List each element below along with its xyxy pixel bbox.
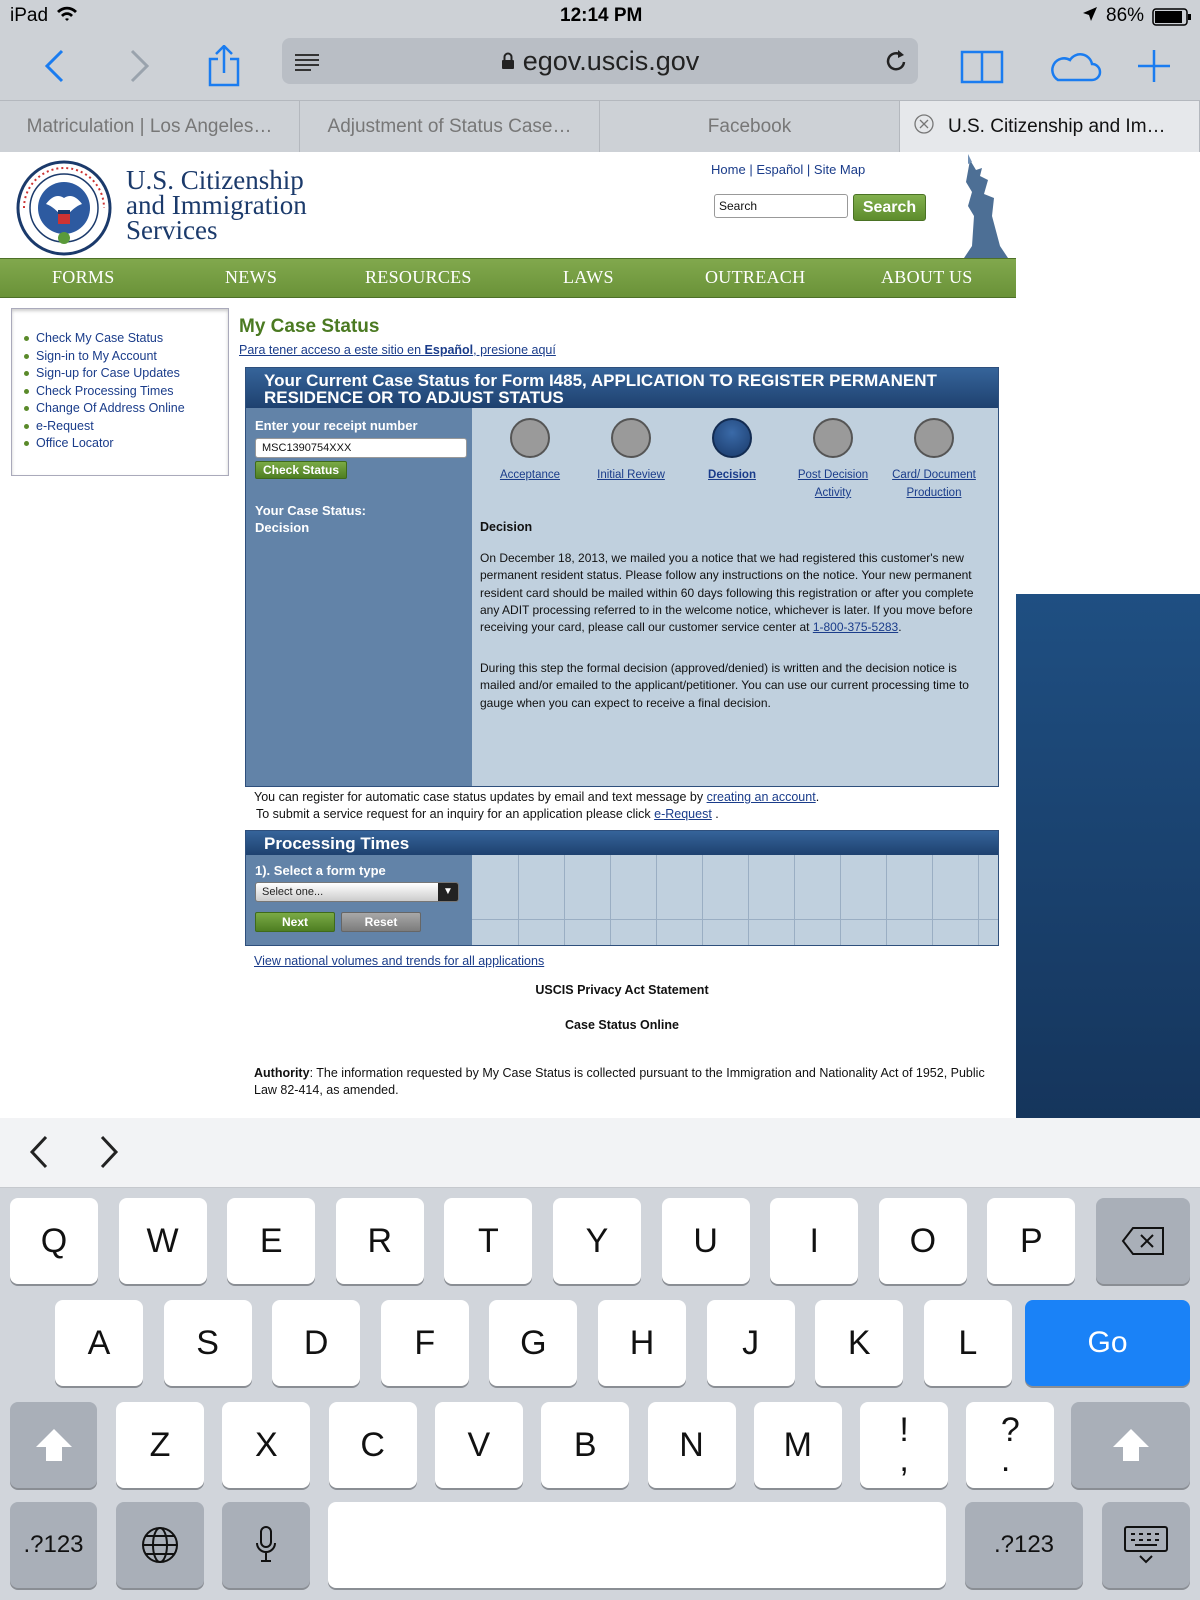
cloud-icon xyxy=(1046,50,1102,82)
nav-forms[interactable]: FORMS xyxy=(52,267,115,287)
key-w[interactable]: W xyxy=(119,1198,207,1284)
key-f[interactable]: F xyxy=(381,1300,469,1386)
key-c[interactable]: C xyxy=(329,1402,417,1488)
safari-toolbar xyxy=(0,32,1200,100)
step-decision[interactable]: Decision xyxy=(682,418,782,484)
dropdown-arrow-icon: ▼ xyxy=(438,883,458,901)
location-arrow-icon xyxy=(1082,6,1098,28)
hide-keyboard-key[interactable] xyxy=(1102,1502,1190,1588)
battery-percent: 86% xyxy=(1106,5,1145,26)
back-button[interactable] xyxy=(26,38,82,94)
site-map-link[interactable]: Site Map xyxy=(813,162,866,177)
agency-name-line1: U.S. Citizenship xyxy=(126,165,304,195)
case-detail-column xyxy=(472,408,998,786)
numbers-key-right[interactable]: .?123 xyxy=(965,1502,1083,1588)
processing-form-column xyxy=(246,855,472,945)
new-tab-button[interactable] xyxy=(1126,38,1182,94)
key-k[interactable]: K xyxy=(815,1300,903,1386)
e-request-link[interactable]: e-Request xyxy=(654,807,712,821)
dhs-seal-logo[interactable] xyxy=(16,160,112,256)
step-acceptance[interactable]: Acceptance xyxy=(480,418,580,484)
espanol-link[interactable]: Español xyxy=(756,162,804,177)
nav-outreach[interactable]: OUTREACH xyxy=(705,267,806,287)
globe-key[interactable] xyxy=(116,1502,204,1588)
receipt-label: Enter your receipt number xyxy=(255,418,418,433)
case-status-value: Decision xyxy=(255,520,310,535)
key-z[interactable]: Z xyxy=(116,1402,204,1488)
microphone-icon xyxy=(254,1525,278,1565)
site-search-input[interactable]: Search xyxy=(714,194,848,218)
home-link[interactable]: Home xyxy=(711,162,746,177)
key-q[interactable]: Q xyxy=(10,1198,98,1284)
clock: 12:14 PM xyxy=(560,5,643,26)
case-lookup-column xyxy=(246,408,472,786)
web-page xyxy=(0,152,1200,1118)
key-x[interactable]: X xyxy=(222,1402,310,1488)
form-type-label: 1). Select a form type xyxy=(255,863,386,878)
plus-icon xyxy=(1136,48,1172,84)
key-h[interactable]: H xyxy=(598,1300,686,1386)
step-indicator-icon xyxy=(914,418,954,458)
share-icon xyxy=(207,45,241,87)
address-bar[interactable] xyxy=(282,38,918,84)
chevron-right-icon xyxy=(96,1134,122,1170)
space-key[interactable] xyxy=(328,1502,946,1588)
key-u[interactable]: U xyxy=(662,1198,750,1284)
page-background-panel xyxy=(1016,594,1200,1118)
site-header xyxy=(0,152,1016,258)
chevron-right-icon xyxy=(128,48,152,84)
processing-times-panel xyxy=(245,830,999,946)
globe-icon xyxy=(141,1526,179,1564)
key-t[interactable]: T xyxy=(444,1198,532,1284)
sidebar-item-office-locator[interactable]: Office Locator xyxy=(12,436,228,454)
tab-bar xyxy=(0,100,1200,152)
create-account-link[interactable]: creating an account xyxy=(706,790,816,804)
step-initial-review[interactable]: Initial Review xyxy=(581,418,681,484)
step-indicator-icon xyxy=(611,418,651,458)
register-updates-text: You can register for automatic case status updates by email and text message by creating an account. xyxy=(254,790,820,804)
tab-matriculation[interactable]: Matriculation | Los Angeles… xyxy=(0,101,300,152)
sidebar-item-change-address[interactable]: Change Of Address Online xyxy=(12,401,228,419)
key-i[interactable]: I xyxy=(770,1198,858,1284)
next-field-button[interactable] xyxy=(96,1134,122,1175)
key-e[interactable]: E xyxy=(227,1198,315,1284)
key-question-period[interactable]: ? . xyxy=(966,1402,1054,1488)
icloud-tabs-button[interactable] xyxy=(1042,38,1106,94)
shift-key-right[interactable] xyxy=(1071,1402,1190,1488)
shift-icon xyxy=(34,1427,74,1463)
chevron-left-icon xyxy=(42,48,66,84)
numbers-key-left[interactable]: .?123 xyxy=(10,1502,97,1588)
previous-field-button[interactable] xyxy=(26,1134,52,1175)
nav-resources[interactable]: RESOURCES xyxy=(365,267,472,287)
check-status-button[interactable]: Check Status xyxy=(255,461,347,479)
sidebar-item-e-request[interactable]: e-Request xyxy=(12,419,228,437)
key-s[interactable]: S xyxy=(164,1300,252,1386)
wifi-icon xyxy=(56,5,78,29)
close-tab-icon[interactable] xyxy=(914,114,934,140)
case-status-online-title: Case Status Online xyxy=(565,1018,679,1032)
tab-uscis-label: U.S. Citizenship and Im… xyxy=(948,115,1166,137)
step-indicator-icon xyxy=(813,418,853,458)
status-bar xyxy=(0,0,1200,32)
service-request-text: To submit a service request for an inquiry for an application please click e-Request . xyxy=(256,807,719,821)
next-button[interactable]: Next xyxy=(255,912,335,932)
decision-notice-text: On December 18, 2013, we mailed you a notice that we had registered this customer's new permanent resident status. Please follow any instructions on the notice. Your new permanent resident card should be mailed within 60 days following this registration or after you complete any ADIT processing referred to in the welcome notice, whichever is later. If you move before receiving your card, please call our customer service center at 1-800-375-5283. xyxy=(480,551,974,635)
chevron-left-icon xyxy=(26,1134,52,1170)
key-y[interactable]: Y xyxy=(553,1198,641,1284)
key-p[interactable]: P xyxy=(987,1198,1075,1284)
shift-key-left[interactable] xyxy=(10,1402,97,1488)
tab-uscis[interactable] xyxy=(900,101,1200,152)
sidebar-item-check-case-status[interactable]: Check My Case Status xyxy=(12,331,228,349)
key-r[interactable]: R xyxy=(336,1198,424,1284)
reset-button[interactable]: Reset xyxy=(341,912,421,932)
form-assistant-bar xyxy=(0,1118,1200,1188)
key-exclamation-comma[interactable]: ! , xyxy=(860,1402,948,1488)
processing-results-grid xyxy=(472,855,998,945)
case-status-label: Your Case Status: xyxy=(255,503,367,518)
tab-facebook[interactable]: Facebook xyxy=(600,101,900,152)
tab-adjustment-status[interactable]: Adjustment of Status Case… xyxy=(300,101,600,152)
battery-icon xyxy=(1152,8,1192,32)
delete-key[interactable] xyxy=(1096,1198,1190,1284)
share-button[interactable] xyxy=(196,38,252,94)
key-d[interactable]: D xyxy=(272,1300,360,1386)
main-nav xyxy=(0,258,1016,298)
nav-about-us[interactable]: ABOUT US xyxy=(881,267,973,287)
authority-text: Authority: The information requested by My Case Status is collected pursuant to the Immigration and Nationality Act of 1952, Public Law 82-414, as amended. xyxy=(254,1066,985,1097)
hide-keyboard-icon xyxy=(1123,1525,1169,1565)
nav-news[interactable]: NEWS xyxy=(225,267,278,287)
forward-button[interactable] xyxy=(112,38,168,94)
decision-title: Decision xyxy=(480,520,533,534)
decision-step-description: During this step the formal decision (approved/denied) is written and the decision notice is mailed and/or emailed to the applicant/petitioner. You can use our current processing time to gauge when you can expect to receive a final decision. xyxy=(480,661,969,710)
sidebar-item-sign-up-updates[interactable]: Sign-up for Case Updates xyxy=(12,366,228,384)
url-text: egov.uscis.gov xyxy=(522,45,700,76)
statue-of-liberty-graphic xyxy=(960,154,1016,258)
go-key[interactable]: Go xyxy=(1025,1300,1190,1386)
shift-icon xyxy=(1111,1427,1151,1463)
key-b[interactable]: B xyxy=(541,1402,629,1488)
utility-links: Home | Español | Site Map xyxy=(711,162,866,177)
delete-icon xyxy=(1121,1226,1165,1256)
page-title: My Case Status xyxy=(239,316,380,337)
nav-laws[interactable]: LAWS xyxy=(563,267,614,287)
onscreen-keyboard xyxy=(0,1118,1200,1600)
step-indicator-active-icon xyxy=(712,418,752,458)
phone-link[interactable]: 1-800-375-5283 xyxy=(812,620,899,635)
case-status-heading: Your Current Case Status for Form I485, APPLICATION TO REGISTER PERMANENT RESIDENCE OR TO ADJUST STATUS xyxy=(246,368,998,408)
step-post-decision-activity[interactable]: Post Decision Activity xyxy=(783,418,883,502)
agency-name-line3: Services xyxy=(126,215,218,245)
national-volumes-link[interactable]: View national volumes and trends for all applications xyxy=(254,954,545,968)
reload-icon[interactable] xyxy=(884,48,908,81)
lock-icon xyxy=(501,46,515,77)
agency-name-line2: and Immigration xyxy=(126,190,307,220)
key-l[interactable]: L xyxy=(924,1300,1012,1386)
key-o[interactable]: O xyxy=(879,1198,967,1284)
form-type-select[interactable]: Select one... ▼ xyxy=(255,882,459,902)
sidebar-item-processing-times[interactable]: Check Processing Times xyxy=(12,384,228,402)
receipt-number-input[interactable]: MSC1390754XXX xyxy=(255,438,467,458)
bookmarks-button[interactable] xyxy=(954,38,1010,94)
device-name: iPad xyxy=(10,5,49,26)
processing-times-heading: Processing Times xyxy=(246,831,998,855)
step-indicator-icon xyxy=(510,418,550,458)
browser-chrome xyxy=(0,0,1200,152)
key-v[interactable]: V xyxy=(435,1402,523,1488)
spanish-site-link[interactable]: Para tener acceso a este sitio en Español, presione aquí xyxy=(239,343,556,357)
key-n[interactable]: N xyxy=(648,1402,736,1488)
step-card-document-production[interactable]: Card/ Document Production xyxy=(884,418,984,502)
key-m[interactable]: M xyxy=(754,1402,842,1488)
key-j[interactable]: J xyxy=(707,1300,795,1386)
key-g[interactable]: G xyxy=(489,1300,577,1386)
key-a[interactable]: A xyxy=(55,1300,143,1386)
sidebar-menu xyxy=(11,308,229,476)
privacy-statement-title: USCIS Privacy Act Statement xyxy=(535,983,709,997)
dictation-key[interactable] xyxy=(222,1502,310,1588)
case-status-panel xyxy=(245,367,999,787)
site-search-button[interactable]: Search xyxy=(853,194,926,221)
book-icon xyxy=(960,48,1004,84)
reader-icon[interactable] xyxy=(294,50,320,81)
sidebar-item-sign-in[interactable]: Sign-in to My Account xyxy=(12,349,228,367)
